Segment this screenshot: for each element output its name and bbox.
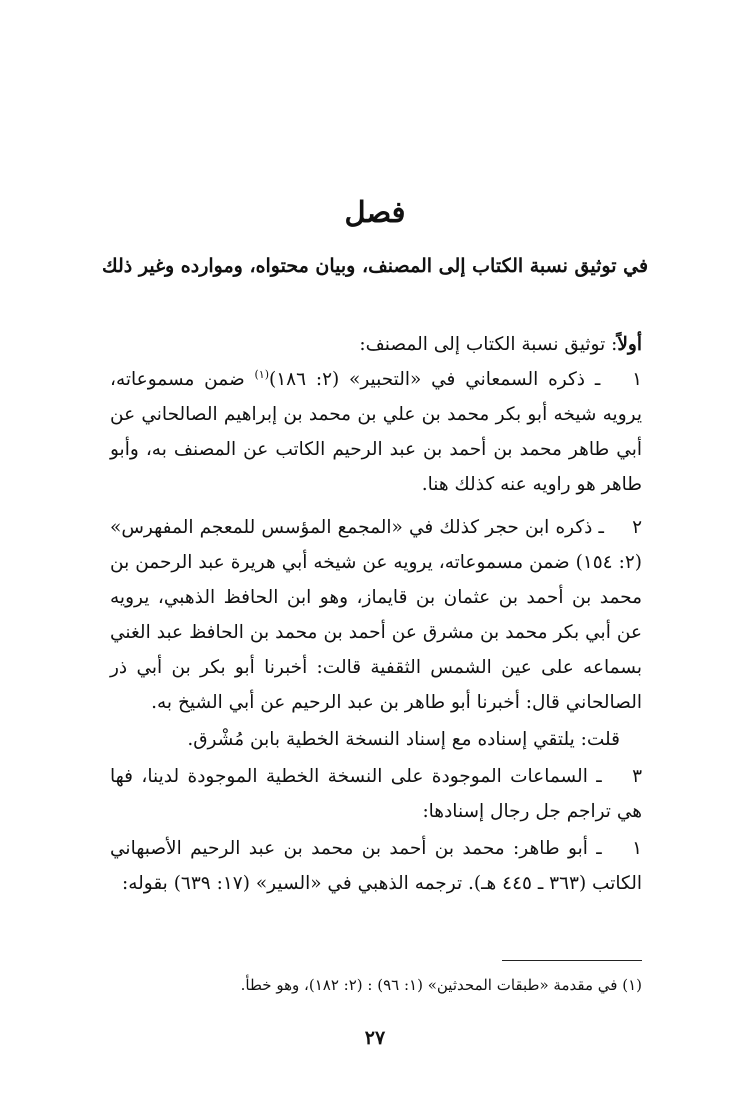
paragraph-1-start: ١ ـ ذكره السمعاني في «التحبير» (٢: ١٨٦) xyxy=(268,369,642,390)
section-label: أولاً xyxy=(617,334,642,355)
paragraph-5 xyxy=(110,831,642,901)
paragraph-1 xyxy=(110,362,642,502)
paragraph-1-rest: ضمن مسموعاته، يرويه شيخه أبو بكر محمد بن علي بن محمد بن إبراهيم الصالحاني عن أبي طاهر محمد بن أحمد بن عبد الرحيم الكاتب عن المصنف به، وأبو طاهر هو راويه عنه كذلك هنا. xyxy=(110,369,642,495)
paragraph-4 xyxy=(110,759,642,829)
paragraph-3 xyxy=(110,722,642,757)
body-text xyxy=(110,362,642,901)
paragraph-5-text: ١ ـ أبو طاهر: محمد بن أحمد بن محمد بن عبد الرحيم الأصبهاني الكاتب (٣٦٣ ـ ٤٤٥ هـ). ترجمه الذهبي في «السير» (١٧: ٦٣٩) بقوله: xyxy=(110,838,642,894)
footnote-reference[interactable]: (١) xyxy=(254,367,269,381)
paragraph-3-text: قلت: يلتقي إسناده مع إسناد النسخة الخطية بابن مُشْرق. xyxy=(187,729,620,750)
section-heading xyxy=(110,327,642,362)
paragraph-4-text: ٣ ـ السماعات الموجودة على النسخة الخطية الموجودة لدينا، فها هي تراجم جل رجال إسنادها: xyxy=(110,766,642,822)
chapter-title: فصل xyxy=(344,195,406,229)
chapter-subtitle: في توثيق نسبة الكتاب إلى المصنف، وبيان محتواه، وموارده وغير ذلك xyxy=(101,255,649,277)
footnote-divider xyxy=(502,960,642,961)
paragraph-2-text: ٢ ـ ذكره ابن حجر كذلك في «المجمع المؤسس للمعجم المفهرس» (٢: ١٥٤) ضمن مسموعاته، يرويه عن شيخه أبي هريرة عبد الرحمن بن محمد بن أحمد بن عثمان بن قايماز، وهو ابن الحافظ الذهبي، يرويه عن أبي بكر محمد بن مشرق عن أحمد بن محمد بن الحافظ عبد الغني بسماعه على عين الشمس الثقفية قالت: أخبرنا أبو بكر بن أبي ذر الصالحاني قال: أخبرنا أبو طاهر بن عبد الرحيم عن أبي الشيخ به. xyxy=(110,517,642,713)
paragraph-2 xyxy=(110,510,642,720)
page-number: ٢٧ xyxy=(364,1027,386,1049)
footnote: (١) في مقدمة «طبقات المحدثين» (١: ٩٦) : (٢: ١٨٢)، وهو خطأ. xyxy=(240,976,642,994)
section-heading-text: : توثيق نسبة الكتاب إلى المصنف: xyxy=(359,334,618,355)
